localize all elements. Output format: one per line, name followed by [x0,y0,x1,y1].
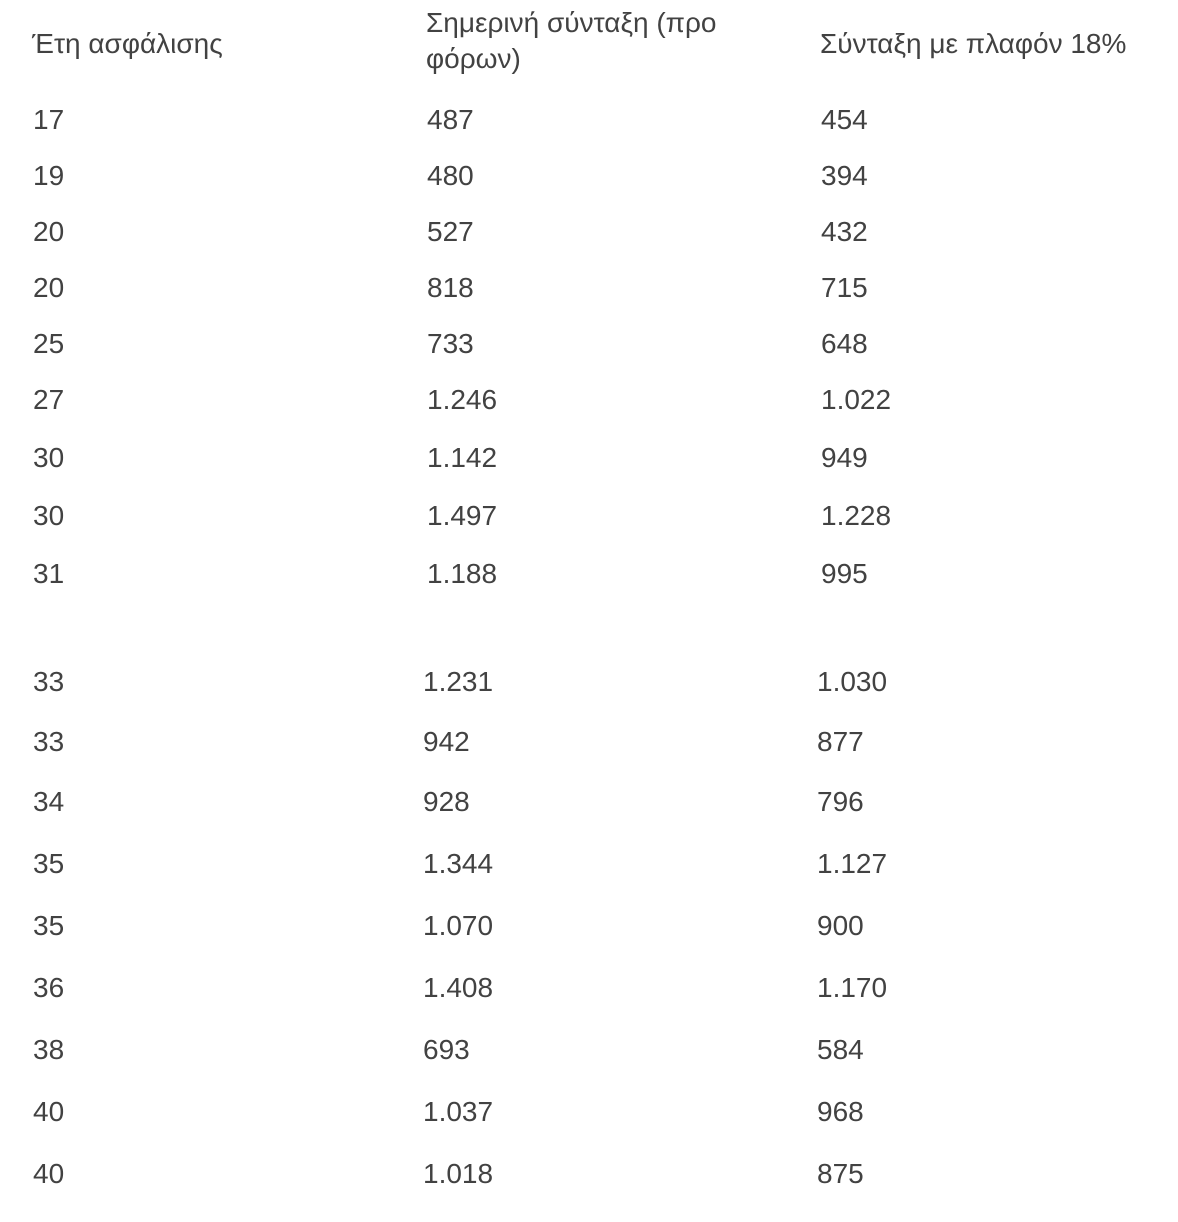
cell-current: 693 [423,1034,470,1065]
cell-current: 1.142 [427,442,498,473]
cell-years: 20 [33,216,65,247]
cell-years: 25 [33,328,65,359]
cell-capped: 995 [821,558,868,589]
cell-current: 1.070 [423,910,494,941]
header-capped-pension: Σύνταξη με πλαφόν 18% [820,28,1127,59]
cell-capped: 715 [821,272,868,303]
cell-current: 1.037 [423,1096,494,1127]
cell-years: 36 [33,972,65,1003]
cell-years: 33 [33,726,65,757]
cell-years: 40 [33,1096,65,1127]
cell-capped: 394 [821,160,868,191]
cell-capped: 968 [817,1096,864,1127]
cell-current: 1.231 [423,666,494,697]
cell-years: 35 [33,910,65,941]
cell-current: 1.246 [427,384,498,415]
cell-current: 733 [427,328,474,359]
cell-current: 1.018 [423,1158,494,1189]
cell-current: 1.344 [423,848,494,879]
cell-capped: 1.127 [817,848,888,879]
cell-capped: 1.022 [821,384,892,415]
cell-current: 527 [427,216,474,247]
cell-capped: 1.030 [817,666,888,697]
cell-capped: 877 [817,726,864,757]
cell-years: 30 [33,442,65,473]
cell-capped: 1.170 [817,972,888,1003]
cell-current: 928 [423,786,470,817]
cell-current: 1.188 [427,558,498,589]
cell-capped: 648 [821,328,868,359]
cell-years: 19 [33,160,65,191]
cell-capped: 949 [821,442,868,473]
cell-capped: 454 [821,104,868,135]
cell-years: 17 [33,104,65,135]
cell-years: 40 [33,1158,65,1189]
cell-current: 487 [427,104,474,135]
header-insurance-years: Έτη ασφάλισης [32,28,223,59]
cell-years: 27 [33,384,65,415]
cell-capped: 900 [817,910,864,941]
cell-capped: 584 [817,1034,864,1065]
cell-capped: 875 [817,1158,864,1189]
cell-years: 33 [33,666,65,697]
cell-years: 20 [33,272,65,303]
cell-capped: 432 [821,216,868,247]
cell-current: 1.497 [427,500,498,531]
cell-capped: 1.228 [821,500,892,531]
cell-years: 34 [33,786,65,817]
header-current-pension: Σημερινή σύνταξη (προ φόρων) [426,7,717,74]
cell-current: 480 [427,160,474,191]
cell-capped: 796 [817,786,864,817]
cell-years: 35 [33,848,65,879]
cell-current: 818 [427,272,474,303]
cell-years: 31 [33,558,65,589]
cell-years: 30 [33,500,65,531]
cell-current: 942 [423,726,470,757]
cell-years: 38 [33,1034,65,1065]
cell-current: 1.408 [423,972,494,1003]
